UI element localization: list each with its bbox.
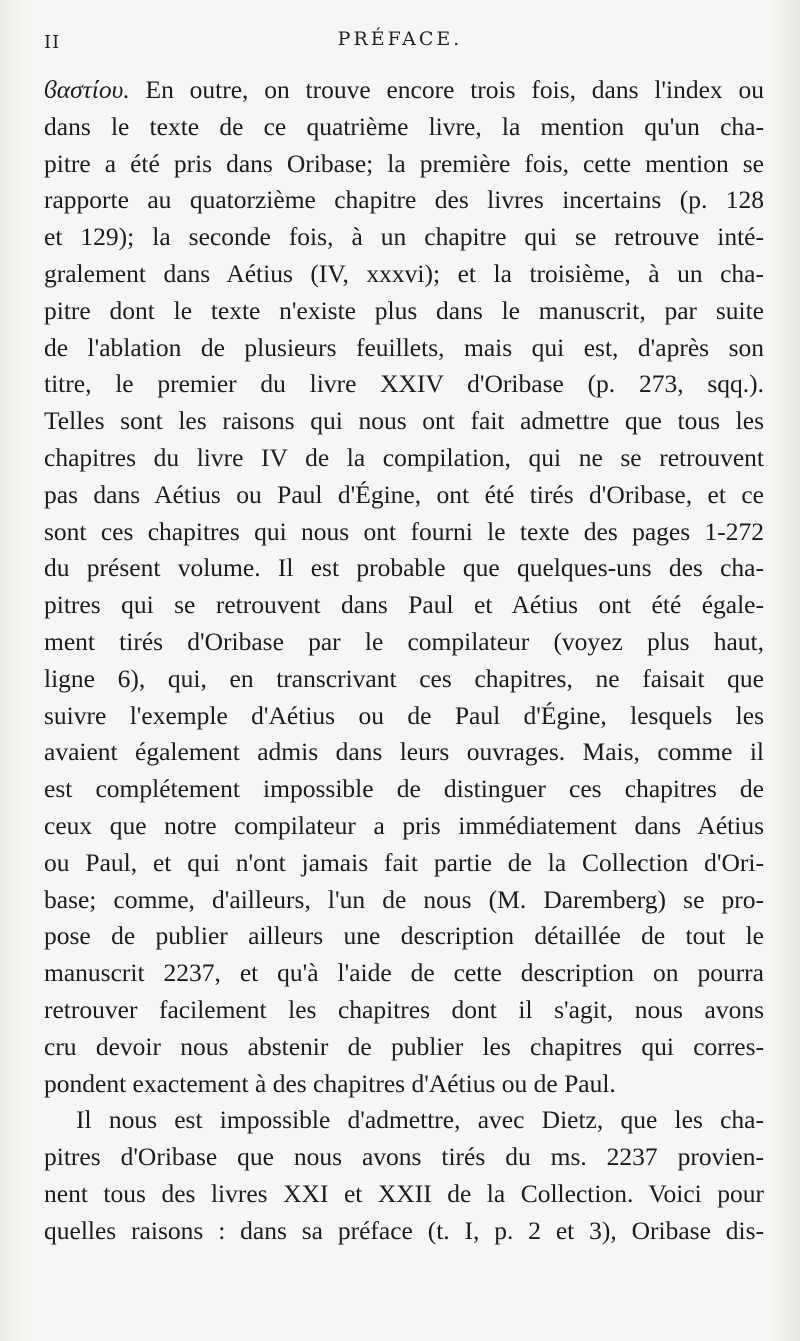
running-title: PRÉFACE.	[337, 28, 463, 50]
text-line: pose de publier ailleurs une description détaillée de tout le	[44, 921, 764, 951]
page-number: II	[44, 32, 61, 53]
text-line: cru devoir nous abstenir de publier les chapitres qui corres-	[44, 1031, 764, 1061]
text-line: ligne 6), qui, en transcrivant ces chapitres, ne faisait que	[44, 663, 764, 693]
text-line: ceux que notre compilateur a pris immédiatement dans Aétius	[44, 810, 764, 840]
text-line: ment tirés d'Oribase par le compilateur (voyez plus haut,	[44, 626, 764, 656]
text-line: suivre l'exemple d'Aétius ou de Paul d'Égine, lesquels les	[44, 700, 764, 730]
text-line: est complétement impossible de distinguer ces chapitres de	[44, 774, 764, 804]
text-line: retrouver facilement les chapitres dont il s'agit, nous avons	[44, 994, 764, 1024]
text-line: et 129); la seconde fois, à un chapitre qui se retrouve inté-	[44, 222, 764, 252]
text-line: sont ces chapitres qui nous ont fourni le texte des pages 1-272	[44, 516, 764, 546]
page-header	[44, 28, 756, 58]
text-line: manuscrit 2237, et qu'à l'aide de cette description on pourra	[44, 958, 764, 988]
text-line: dans le texte de ce quatrième livre, la mention qu'un cha-	[44, 111, 764, 141]
text-line: pitre a été pris dans Oribase; la première fois, cette mention se	[44, 148, 764, 178]
text-line: rapporte au quatorzième chapitre des livres incertains (p. 128	[44, 185, 764, 215]
text-line: pas dans Aétius ou Paul d'Égine, ont été tirés d'Oribase, et ce	[44, 479, 764, 509]
text-line: ou Paul, et qui n'ont jamais fait partie de la Collection d'Ori-	[44, 847, 764, 877]
text-line: quelles raisons : dans sa préface (t. I, p. 2 et 3), Oribase dis-	[44, 1215, 764, 1245]
text-line: chapitres du livre IV de la compilation, qui ne se retrouvent	[44, 442, 764, 472]
text-line: pitres d'Oribase que nous avons tirés du ms. 2237 provien-	[44, 1142, 764, 1172]
text-line: gralement dans Aétius (IV, xxxvi); et la troisième, à un cha-	[44, 258, 764, 288]
text-line: de l'ablation de plusieurs feuillets, mais qui est, d'après son	[44, 332, 764, 362]
line-text: En outre, on trouve encore trois fois, dans l'index ou	[129, 75, 764, 104]
text-line: pitres qui se retrouvent dans Paul et Aétius ont été égale-	[44, 590, 764, 620]
greek-word: ϐαστίου.	[44, 75, 130, 104]
text-line: pondent exactement à des chapitres d'Aétius ou de Paul.	[44, 1068, 616, 1098]
text-line: nent tous des livres XXI et XXII de la Collection. Voici pour	[44, 1178, 764, 1208]
text-line: du présent volume. Il est probable que quelques-uns des cha-	[44, 553, 764, 583]
text-line	[44, 72, 764, 109]
text-line: pitre dont le texte n'existe plus dans le manuscrit, par suite	[44, 295, 764, 325]
text-line: titre, le premier du livre XXIV d'Oribase (p. 273, sqq.).	[44, 369, 764, 399]
text-line: avaient également admis dans leurs ouvrages. Mais, comme il	[44, 737, 764, 767]
text-line: Telles sont les raisons qui nous ont fait admettre que tous les	[44, 406, 764, 436]
text-line: base; comme, d'ailleurs, l'un de nous (M. Daremberg) se pro-	[44, 884, 764, 914]
text-line: Il nous est impossible d'admettre, avec Dietz, que les cha-	[76, 1105, 764, 1135]
body-text	[44, 72, 764, 1250]
